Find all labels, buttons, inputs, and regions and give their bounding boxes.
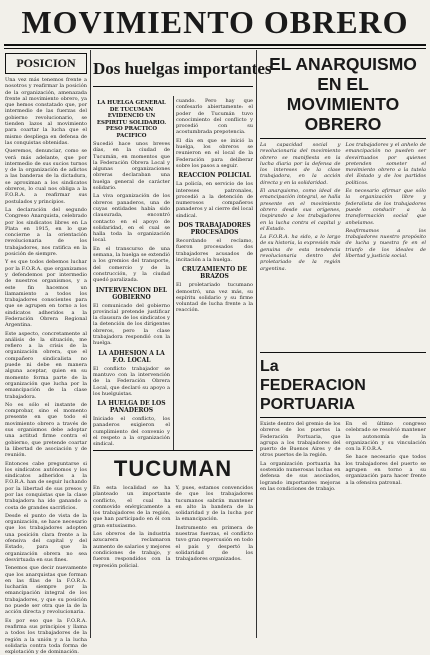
section-rule [93,450,253,451]
headline-rule [260,138,426,139]
paragraph: Sucedió hace unos breves días, en la ciudad de Tucumán, en momentos que la Federación Obrera Local y algunas organizaciones obreras declaraban una huelga general de carácter solidario. [93,141,170,192]
section-heading: DOS TRABAJADORES PROCESADOS [178,222,251,237]
paragraph: En el transcurso de una semana, la huelga se extendió a los gremios del transporte, del comercio y de la construcción, y la ciudad quedó paralizada. [93,245,170,284]
section-heading: LA HUELGA DE LOS PANADEROS [97,400,166,415]
paragraph: Es por eso que la F.O.R.A. reafirma sus principios y llama a todos los trabajadores de la región a la unión y a la lucha solidaria contra toda forma de explotación y de dominación. [5,617,87,655]
column-divider [256,50,257,638]
paragraph: Recordando el reclamo, fueron procesados dos trabajadores acusados de incitación a la huelga. [176,238,253,263]
paragraph: cuando. Pero hay que confesarlo abiertamente: el poder de Tucumán tuvo conocimiento del conflicto y procedió con su acostumbrada prepotencia. [176,98,253,136]
masthead-rule-thin [4,48,426,49]
tucuman-banner: TUCUMAN [113,456,233,481]
paragraph: Los obreros de la industria azucarera reclamaron aumento de salarios y mejores condiciones de trabajo, y fueron respondidos con la represión policial. [93,531,171,569]
portuaria-body [260,421,426,492]
paragraph: La capacidad social y revolucionaria del movimiento obrero se manifiesta en la lucha diaria por la defensa de los intereses de la clase trabajadora, en la acción directa y en la solidaridad. [260,142,341,186]
paragraph: La organización portuaria ha sostenido numerosas luchas en defensa de sus asociados, logrando importantes mejoras en las condiciones de trabajo. [260,460,341,492]
portuaria-article [260,352,426,638]
column-divider [90,50,91,638]
paragraph: La viva organización de los obreros panaderos, una de cuyas entidades había sido clausurada, encontró contacto en el apoyo de solidaridad, en el cual se halla toda la organización local. [93,193,170,244]
masthead [0,0,430,46]
paragraph: Instrumento en primera de nuestras fuerzas, el conflicto tuvo gran repercusión en todo el país y despertó la solidaridad de los trabajadores organizados. [175,524,253,563]
paragraph: En esta localidad se ha planteado un importante conflicto, el cual ha conmovido enérgicamente a los trabajadores de la región, que han participado en él con gran entusiasmo. [93,485,171,529]
tucuman-article [93,450,253,638]
section-heading: REACCION POLICIAL [178,172,251,180]
portuaria-headline: La FEDERACION PORTUARIA [260,358,366,413]
paragraph: Es necesario afirmar que sólo la organización libre y federalista de los trabajadores puede conducir a la transformación social que anhelamos. [345,188,426,226]
section-heading: LA ADHESION A LA F.O. LOCAL [98,349,165,364]
tucuman-columns [93,485,253,571]
paragraph: El anarquismo, como ideal de emancipación integral, se halla presente en el movimiento obrero desde sus orígenes, inspirando a los trabajadores en la lucha contra el capital y el Estado. [260,188,341,232]
section-heading: INTERVENCION DEL GOBIERNO [95,286,168,301]
paragraph: Y es que todos debemos luchar por la F.O.R.A. que organizamos y defendemos por intermedio de nuestros organismos, y a este fin hacemos un llamamiento a todos los trabajadores conscientes para que se agrupen en torno a los sindicatos adheridos a la Federación Obrera Regional Argentina. [5,259,87,329]
section-heading: CRUZAMIENTO DE BRAZOS [181,266,248,281]
headline-rule [260,417,426,418]
article-subheading: LA HUELGA GENERAL DE TUCUMAN EVIDENCIO UN ESPIRITU SOLIDARIO. PESO PRACTICO PACIFICO [96,100,167,139]
column-divider [173,96,174,450]
anarquismo-article [260,52,426,352]
paragraph: Se hace necesario que todos los trabajadores del puerto se agrupen en torno a su organización para hacer frente a la ofensiva patronal. [345,454,426,486]
paragraph: Este aspecto, concretamente al análisis de la situación, me refiero a la crisis de la organización obrera, que el compañero sindicalista no puede ni debe en manera alguna aceptar, quien en su momento forma parte de la organización que lucha por la emancipación de la clase trabajadora. [5,330,87,400]
paragraph: Queremos, denunciar, como se verá más adelante, que por intermedio de sus sucios turnos y de la organización de adictos a las banderas de la dictadura, se aproximan a los sindicatos obreros, lo cual nos obliga a la F.O.R.A. a reafirmar sus postulados y principios. [5,148,87,205]
tucuman-huelga-column [93,98,170,450]
paragraph: El comunicado del gobierno provincial pretende justificar la clausura de los sindicatos y la detención de los dirigentes obreros, pero la clase trabajadora respondió con la huelga. [93,302,170,347]
tucuman-right [176,485,254,571]
paragraph: En el último congreso celebrado se resolvió mantener la autonomía de la organización y su vinculación con la F.O.R.A. [345,421,426,453]
masthead-title: MOVIMIENTO OBRERO [21,4,409,40]
paragraph: Iniciado el conflicto, los panaderos exigieron el cumplimiento del convenio y el respeto a la organización sindical. [93,416,170,448]
paragraph: La declaración del segundo Congreso Anarquista, celebrado por los sindicatos libres en La Plata en 1915, en lo que concierne a la orientación revolucionaria de los trabajadores, nos ratifica en la posición de siempre. [5,206,87,258]
paragraph: El proletariado tucumano demostró, una vez más, su espíritu solidario y su firme voluntad de lucha frente a la reacción. [176,282,253,314]
posicion-column [5,53,87,655]
paragraph: Reafirmamos a los trabajadores nuestro propósito de lucha y nuestra fe en el triunfo de los ideales de libertad y justicia social. [345,227,426,260]
tucuman-left [93,485,171,571]
headline-rule [93,86,253,87]
paragraph: El día en que se inició la huelga, los obreros se reunieron en el local de la Federación para deliberar sobre los pasos a seguir. [176,137,253,169]
paragraph: La F.O.R.A. ha sido, a lo largo de su historia, la expresión más genuina de esta tendencia revolucionaria dentro del proletariado de la región argentina. [260,234,341,272]
posicion-heading: POSICION [5,53,87,74]
huelgas-headline-box [93,52,272,96]
paragraph: Una vez más tenemos frente a nosotros y reafirmar la posición de la organización, amenazada frente al movimiento obrero, ya que hemos constatado que, por intermedio de las fuerzas del gobierno revolucionario, se tienden lazos al movimiento para coartar la lucha que el mismo despliega en defensa de las conquistas obtenidas. [5,77,87,146]
paragraph: Desde el punto de vista de la organización, se hace necesario que los trabajadores adopten una posición clara frente a la ofensiva del capital y del Estado, para que la organización obrera no sea desvirtuada en sus fines. [5,512,87,563]
paragraph: La policía, en servicio de los intereses patronales, procedió a la detención de numerosos compañeros panaderos y al cierre del local sindical. [176,181,253,219]
anarquismo-headline: EL ANARQUISMO EN EL MOVIMIENTO OBRERO [269,54,417,134]
paragraph: Existe dentro del gremio de los obreros de los puertos la Federación Portuaria, que agrupa a los trabajadores del puerto de Buenos Aires y de otros puertos de la región. [260,421,341,459]
paragraph: Tenemos que decir nuevamente que los anarquistas que forman en las filas de la F.O.R.A. lucharán siempre por la emancipación integral de los trabajadores, y que su posición no puede ser otra que la de la acción directa y revolucionaria. [5,565,87,616]
paragraph: Los trabajadores y el anhelo de emancipación no pueden ser desvirtuados por quienes pretenden someter el movimiento obrero a la tutela del Estado y de los partidos políticos. [345,142,426,186]
masthead-rule [4,44,426,46]
paragraph: Y, pues, estamos convencidos de que los trabajadores tucumanos sabrán mantener en alto la bandera de la solidaridad y de la lucha por la emancipación. [175,485,253,523]
paragraph: No es sólo el instante de comprobar, sino el momento presente en que todo el movimiento obrero a través de sus organismos debe adoptar una actitud firme contra el gobierno, que pretende coartar la libertad de asociación y de reunión. [5,401,87,459]
huelgas-headline: Dos huelgas importantes [93,59,272,78]
section-rule [260,352,426,353]
paragraph: El conflicto trabajador se mantuvo con la intervención de la Federación Obrera Local, que declaró su apoyo a los huelguistas. [93,365,170,397]
tucuman-reaccion-column [176,98,253,450]
paragraph: Entonces cabe preguntarse si los sindicatos autónomos y los sindicatos adheridos a la F.O.R.A. han de seguir luchando por la libertad de sus presos y por las conquistas que la clase trabajadora ha ido ganando a costa de grandes sacrificios. [5,460,87,511]
anarquismo-body [260,142,426,272]
